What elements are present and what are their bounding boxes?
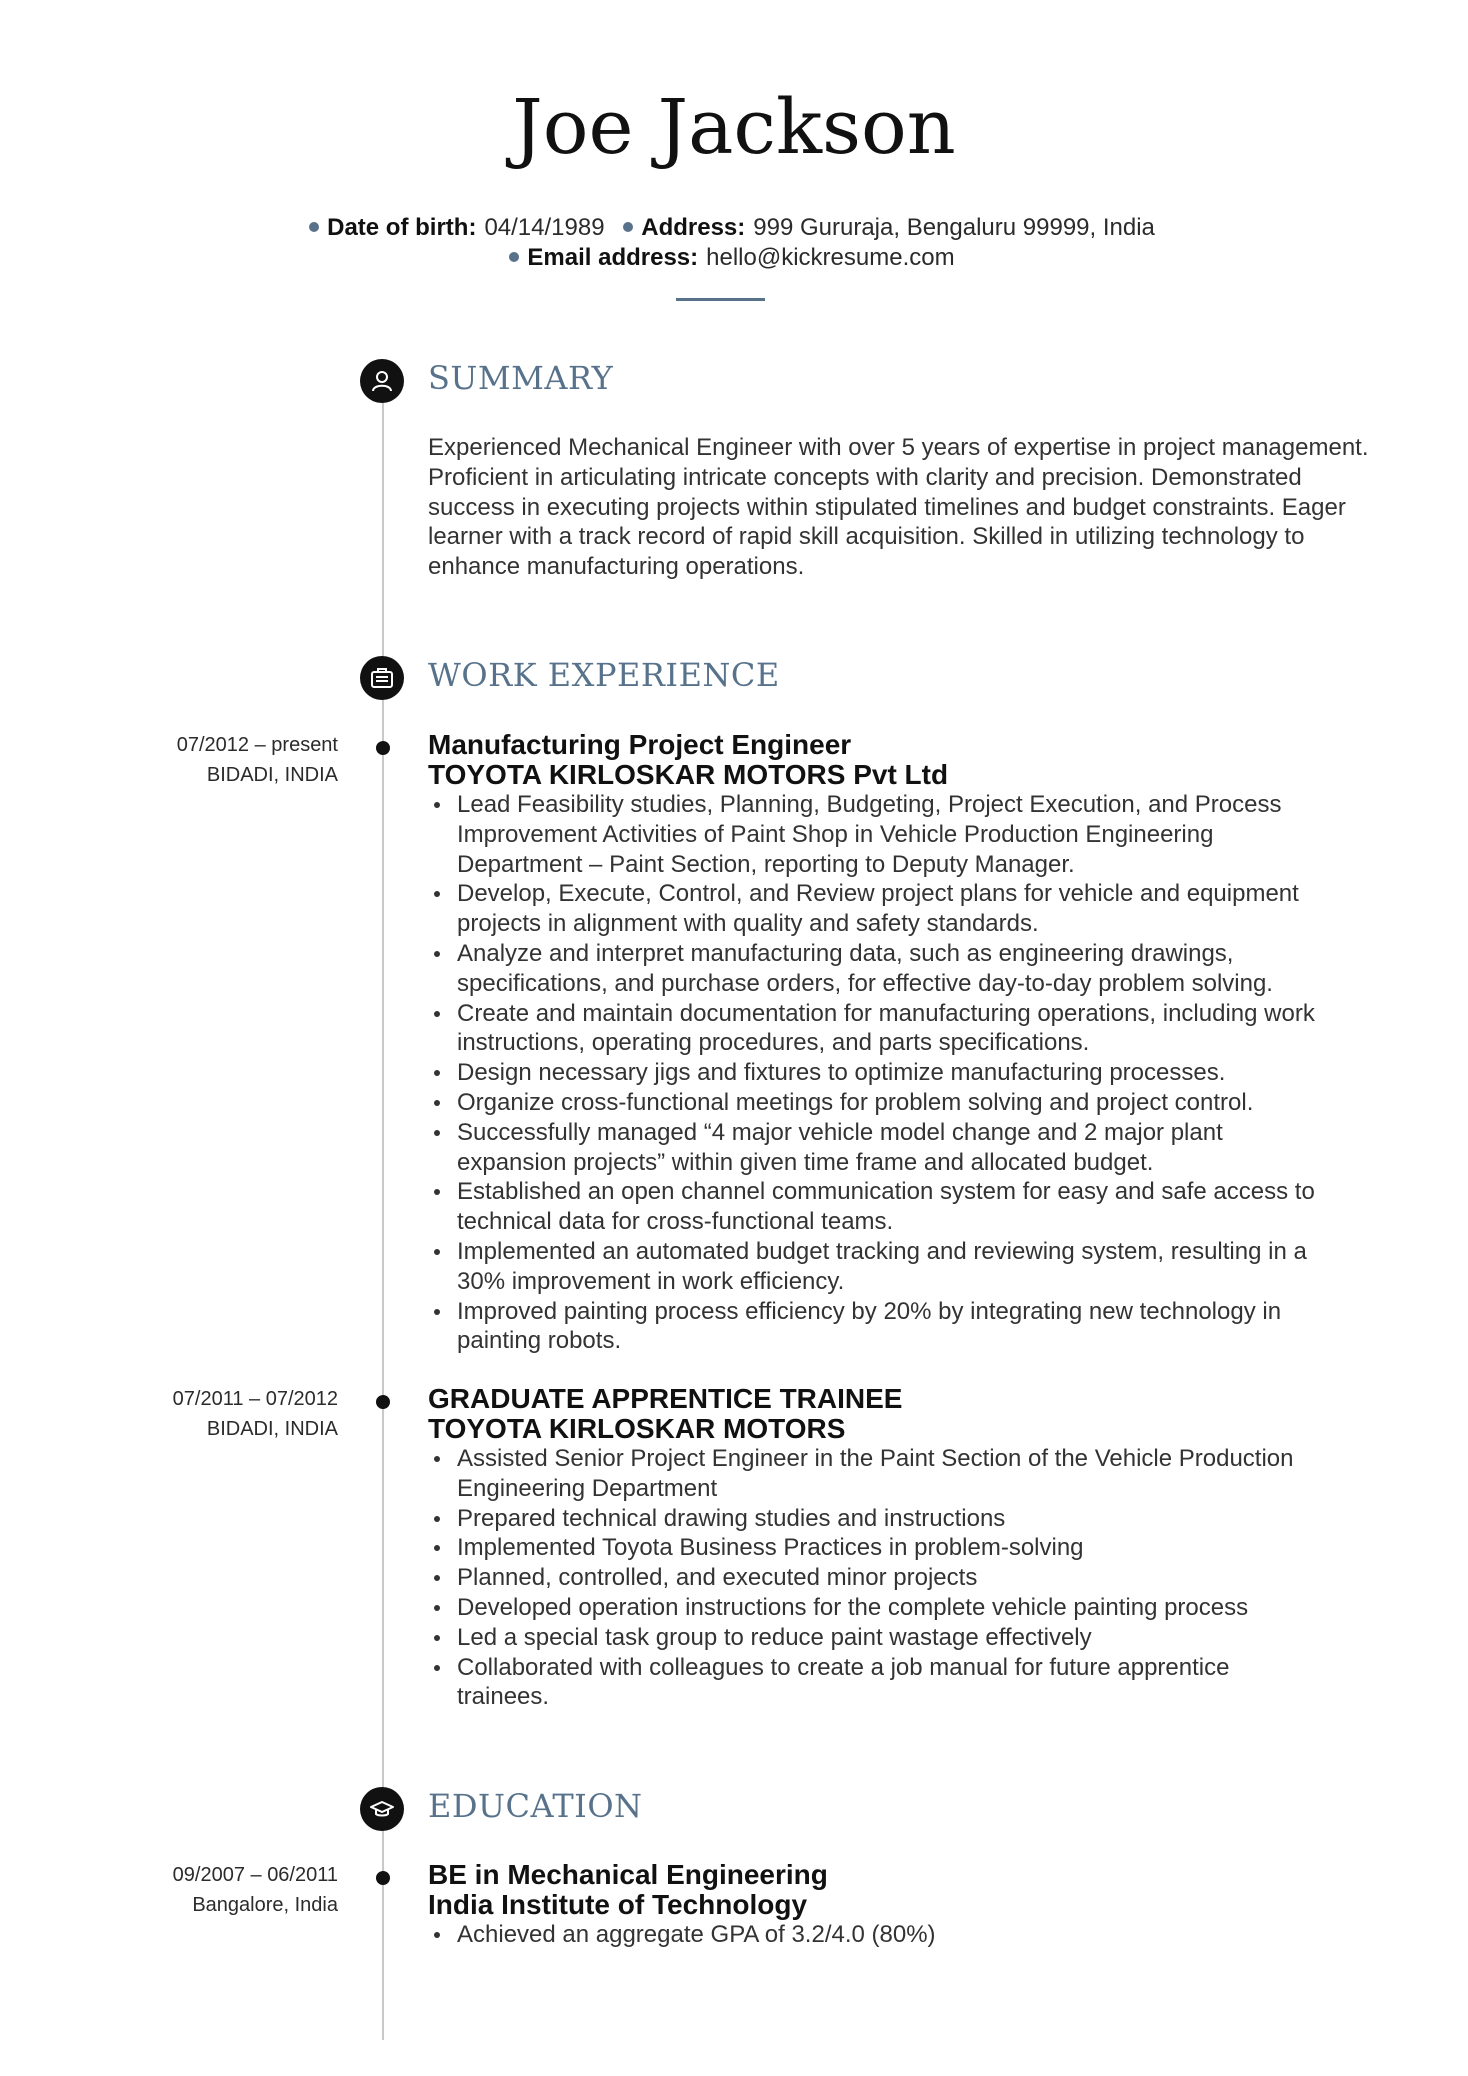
briefcase-icon: [360, 656, 404, 700]
list-item: Create and maintain documentation for manufacturing operations, including work instructions, operating procedures, and parts specifications.: [428, 999, 1328, 1059]
degree-title: BE in Mechanical Engineering: [428, 1859, 828, 1890]
job-entry: [428, 730, 1328, 1356]
list-item: Develop, Execute, Control, and Review project plans for vehicle and equipment projects in alignment with quality and safety standards.: [428, 879, 1328, 939]
bullet-dot: [623, 222, 633, 232]
dob-value: 04/14/1989: [484, 214, 605, 241]
job-company: TOYOTA KIRLOSKAR MOTORS: [428, 1413, 846, 1444]
job-company: TOYOTA KIRLOSKAR MOTORS Pvt Ltd: [428, 759, 949, 790]
list-item: Led a special task group to reduce paint wastage effectively: [428, 1623, 1328, 1653]
dob-label: Date of birth:: [327, 214, 477, 241]
job-dates: [173, 1384, 338, 1444]
school-name: India Institute of Technology: [428, 1889, 808, 1920]
list-item: Planned, controlled, and executed minor projects: [428, 1563, 1328, 1593]
list-item: Analyze and interpret manufacturing data, such as engineering drawings, specifications, and purchase orders, for effective day-to-day problem solving.: [428, 939, 1328, 999]
job-date-range: 07/2012 – present: [176, 734, 338, 756]
list-item: Improved painting process efficiency by 20% by integrating new technology in painting robots.: [428, 1297, 1328, 1357]
job-date-range: 07/2011 – 07/2012: [172, 1388, 338, 1410]
list-item: Organize cross-functional meetings for problem solving and project control.: [428, 1088, 1328, 1118]
email-value: hello@kickresume.com: [706, 244, 955, 271]
list-item: Collaborated with colleagues to create a job manual for future apprentice trainees.: [428, 1653, 1328, 1713]
list-item: Implemented Toyota Business Practices in problem-solving: [428, 1533, 1328, 1563]
education-entry: [428, 1860, 1328, 1950]
summary-heading: SUMMARY: [428, 359, 614, 397]
address-label: Address:: [641, 214, 746, 241]
list-item: Lead Feasibility studies, Planning, Budgeting, Project Execution, and Process Improvement Activities of Paint Shop in Vehicle Production Engineering Department – Paint Section, reporting to Deputy Manager.: [428, 790, 1328, 879]
job-dates: [177, 730, 338, 790]
job-location: BIDADI, INDIA: [206, 764, 338, 786]
person-icon: [360, 359, 404, 403]
summary-text: Experienced Mechanical Engineer with over 5 years of expertise in project management. Proficient in articulating intricate concepts with clarity and precision. Demonstrated success in executing projects within stipulated timelines and budget constraints. Eager learner with a track record of rapid skill acquisition. Skilled in utilizing technology to enhance manufacturing operations.: [428, 434, 1369, 581]
contact-line-2: [0, 243, 1468, 273]
header-divider: [676, 298, 765, 301]
job-title: Manufacturing Project Engineer: [428, 729, 852, 760]
education-bullets: [428, 1920, 1328, 1950]
list-item: Achieved an aggregate GPA of 3.2/4.0 (80%): [428, 1920, 1328, 1950]
education-dates: [173, 1860, 338, 1920]
education-location: Bangalore, India: [192, 1894, 338, 1916]
email-label: Email address:: [527, 244, 699, 271]
list-item: Implemented an automated budget tracking and reviewing system, resulting in a 30% improvement in work efficiency.: [428, 1237, 1328, 1297]
job-location: BIDADI, INDIA: [206, 1418, 338, 1440]
timeline-dot: [376, 1395, 390, 1409]
timeline-dot: [376, 1871, 390, 1885]
address-value: 999 Gururaja, Bengaluru 99999, India: [753, 214, 1155, 241]
graduation-cap-icon: [360, 1787, 404, 1831]
list-item: Assisted Senior Project Engineer in the Paint Section of the Vehicle Production Engineering Department: [428, 1444, 1328, 1504]
bullet-dot: [509, 252, 519, 262]
education-date-range: 09/2007 – 06/2011: [172, 1864, 338, 1886]
bullet-dot: [309, 222, 319, 232]
job-bullets: [428, 1444, 1328, 1712]
timeline-dot: [376, 741, 390, 755]
list-item: Design necessary jigs and fixtures to optimize manufacturing processes.: [428, 1058, 1328, 1088]
list-item: Successfully managed “4 major vehicle model change and 2 major plant expansion projects” within given time frame and allocated budget.: [428, 1118, 1328, 1178]
candidate-name: Joe Jackson: [512, 82, 956, 171]
list-item: Prepared technical drawing studies and instructions: [428, 1504, 1328, 1534]
job-entry: [428, 1384, 1328, 1712]
list-item: Established an open channel communication system for easy and safe access to technical data for cross-functional teams.: [428, 1177, 1328, 1237]
job-bullets: [428, 790, 1328, 1356]
job-title: GRADUATE APPRENTICE TRAINEE: [428, 1383, 903, 1414]
list-item: Developed operation instructions for the complete vehicle painting process: [428, 1593, 1328, 1623]
education-heading: EDUCATION: [428, 1787, 643, 1825]
contact-line-1: [0, 213, 1468, 243]
work-heading: WORK EXPERIENCE: [428, 656, 780, 694]
